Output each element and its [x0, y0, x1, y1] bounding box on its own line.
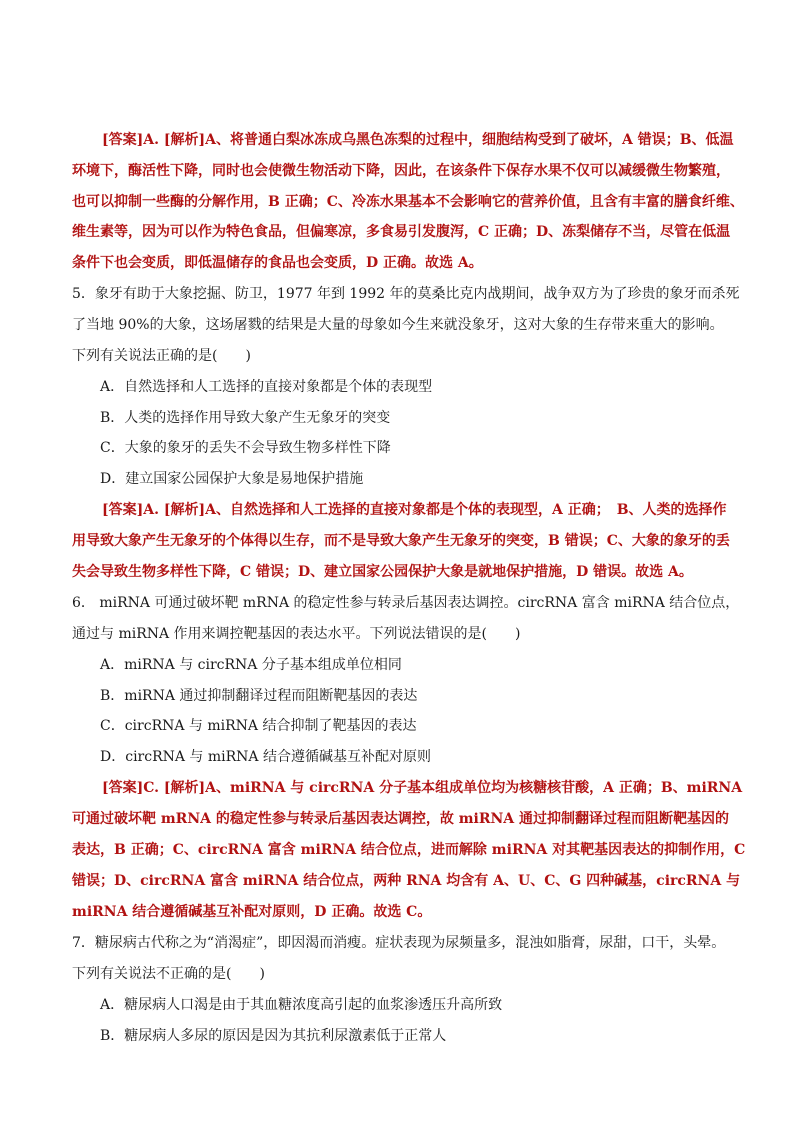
question-text: 7．糖尿病古代称之为“消渴症”，即因渴而消瘦。症状表现为尿频量多，混浊如脂膏，尿甜，口干，头晕。 [72, 935, 726, 951]
question-text: 下列有关说法正确的是( ) [72, 348, 251, 364]
question-text: 通过与 miRNA 作用来调控靶基因的表达水平。下列说法错误的是( ) [72, 626, 521, 642]
option-b: B．人类的选择作用导致大象产生无象牙的突变 [100, 410, 391, 426]
option-c: C．circRNA 与 miRNA 结合抑制了靶基因的表达 [100, 718, 417, 734]
answer-line: 条件下也会变质，即低温储存的食品也会变质，D 正确。故选 A。 [72, 255, 483, 271]
answer-line: miRNA 结合遵循碱基互补配对原则，D 正确。故选 C。 [72, 904, 432, 920]
answer-line: 错误；D、circRNA 富含 miRNA 结合位点，两种 RNA 均含有 A、U、C、G 四种碱基，circRNA 与 [72, 873, 741, 889]
answer-line: 失会导致生物多样性下降，C 错误；D、建立国家公园保护大象是就地保护措施，D 错误。故选 A。 [72, 564, 693, 580]
answer-line: 环境下，酶活性下降，同时也会使微生物活动下降，因此，在该条件下保存水果不仅可以减缓微生物繁殖， [72, 163, 730, 179]
option-d: D．建立国家公园保护大象是易地保护措施 [100, 471, 364, 487]
answer-line: 也可以抑制一些酶的分解作用，B 正确；C、冷冻水果基本不会影响它的营养价值，且含有丰富的膳食纤维、 [72, 194, 744, 210]
option-c: C．大象的象牙的丢失不会导致生物多样性下降 [100, 440, 391, 456]
option-a: A．自然选择和人工选择的直接对象都是个体的表现型 [100, 379, 433, 395]
option-b: B．糖尿病人多尿的原因是因为其抗利尿激素低于正常人 [100, 1028, 447, 1044]
option-a: A．miRNA 与 circRNA 分子基本组成单位相同 [100, 657, 402, 673]
answer-line: [答案]A. [解析]A、自然选择和人工选择的直接对象都是个体的表现型，A 正确； B、人类的选择作 [102, 502, 727, 518]
answer-line: 表达，B 正确；C、circRNA 富含 miRNA 结合位点，进而解除 miRNA 对其靶基因表达的抑制作用，C [72, 842, 746, 858]
question-text: 5．象牙有助于大象挖掘、防卫，1977 年到 1992 年的莫桑比克内战期间，战争双方为了珍贵的象牙而杀死 [72, 286, 740, 302]
answer-line: 用导致大象产生无象牙的个体得以生存，而不是导致大象产生无象牙的突变，B 错误；C、大象的象牙的丢 [72, 533, 730, 549]
option-b: B．miRNA 通过抑制翻译过程而阻断靶基因的表达 [100, 688, 418, 704]
answer-line: 可通过破坏靶 mRNA 的稳定性参与转录后基因表达调控，故 miRNA 通过抑制翻译过程而阻断靶基因的 [72, 811, 730, 827]
answer-line: 维生素等，因为可以作为特色食品，但偏寒凉，多食易引发腹泻，C 正确；D、冻梨储存不当，尽管在低温 [72, 224, 731, 240]
question-text: 下列有关说法不正确的是( ) [72, 966, 265, 982]
question-text: 了当地 90%的大象，这场屠戮的结果是大量的母象如今生来就没象牙，这对大象的生存带来重大的影响。 [72, 317, 724, 333]
answer-line: [答案]C. [解析]A、miRNA 与 circRNA 分子基本组成单位均为核糖核苷酸，A 正确；B、miRNA [102, 780, 743, 796]
question-text: 6． miRNA 可通过破坏靶 mRNA 的稳定性参与转录后基因表达调控。circRNA 富含 miRNA 结合位点， [72, 595, 740, 611]
answer-line: [答案]A. [解析]A、将普通白梨冰冻成乌黑色冻梨的过程中，细胞结构受到了破坏，A 错误；B、低温 [102, 132, 734, 148]
option-d: D．circRNA 与 miRNA 结合遵循碱基互补配对原则 [100, 749, 431, 765]
option-a: A．糖尿病人口渴是由于其血糖浓度高引起的血浆渗透压升高所致 [100, 997, 503, 1013]
